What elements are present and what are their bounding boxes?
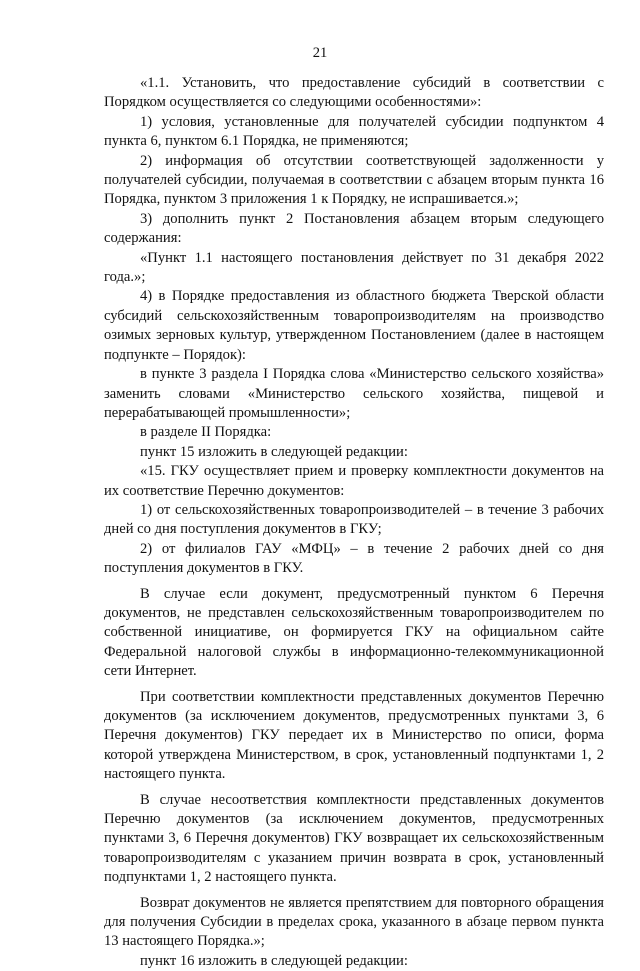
paragraph: в разделе II Порядка: [140,424,272,441]
paragraph: 1) от сельскохозяйственных товаропроизводителей – в течение 3 рабочих дней со дня поступления документов в ГКУ; [104,501,604,538]
paragraph: «Пункт 1.1 настоящего постановления действует по 31 декабря 2022 года.»; [104,249,604,286]
paragraph: При соответствии комплектности представленных документов Перечню документов (за исключением документов, предусмотренных пунктами 3, 6 Перечня документов) ГКУ передает их в Министерство по описи, форма которой утверждена Министерством, в срок, установленный подпунктами 1, 2 настоящего пункта. [104,688,604,783]
paragraph: «1.1. Установить, что предоставление субсидий в соответствии с Порядком осуществляется со следующими особенностями»: [104,75,604,111]
paragraph: в пункте 3 раздела I Порядка слова «Министерство сельского хозяйства» заменить словами «Министерство сельского хозяйства, пищевой и перерабатывающей промышленности»; [104,366,604,421]
page-number: 21 [312,45,328,61]
document-body [104,74,604,971]
paragraph: «15. ГКУ осуществляет прием и проверку комплектности документов на их соответствие Перечню документов: [104,463,604,499]
paragraph: В случае несоответствия комплектности представленных документов Перечню документов (за исключением документов, предусмотренных пунктами 3, 6 Перечня документов) ГКУ возвращает их сельскохозяйственным товаропроизводителям с указанием причин возврата в срок, установленный подпунктами 1, 2 настоящего пункта. [104,791,604,886]
paragraph: 4) в Порядке предоставления из областного бюджета Тверской области субсидий сельскохозяйственным товаропроизводителям на производство озимых зерновых культур, утвержденном Постановлением (далее в настоящем подпункте – Порядок): [104,288,604,363]
paragraph: Возврат документов не является препятствием для повторного обращения для получения Субсидии в пределах срока, указанного в абзаце первом пункта 13 настоящего Порядка.»; [104,894,604,950]
paragraph: В случае если документ, предусмотренный пунктом 6 Перечня документов, не представлен сельскохозяйственным товаропроизводителем по собственной инициативе, он формируется ГКУ на официальном сайте Федеральной налоговой службы в информационно-телекоммуникационной сети Интернет. [104,585,604,680]
paragraph: 3) дополнить пункт 2 Постановления абзацем вторым следующего содержания: [104,210,604,247]
paragraph: 1) условия, установленные для получателей субсидии подпунктом 4 пункта 6, пунктом 6.1 Порядка, не применяются; [104,113,604,150]
paragraph: 2) от филиалов ГАУ «МФЦ» – в течение 2 рабочих дней со дня поступления документов в ГКУ. [104,540,604,577]
paragraph: 2) информация об отсутствии соответствующей задолженности у получателей субсидии, получаемая в соответствии с абзацем вторым пункта 16 Порядка, пунктом 3 приложения 1 к Порядку, не испрашивается.»; [104,152,604,208]
paragraph: пункт 15 изложить в следующей редакции: [140,443,408,460]
paragraph: пункт 16 изложить в следующей редакции: [140,952,408,969]
